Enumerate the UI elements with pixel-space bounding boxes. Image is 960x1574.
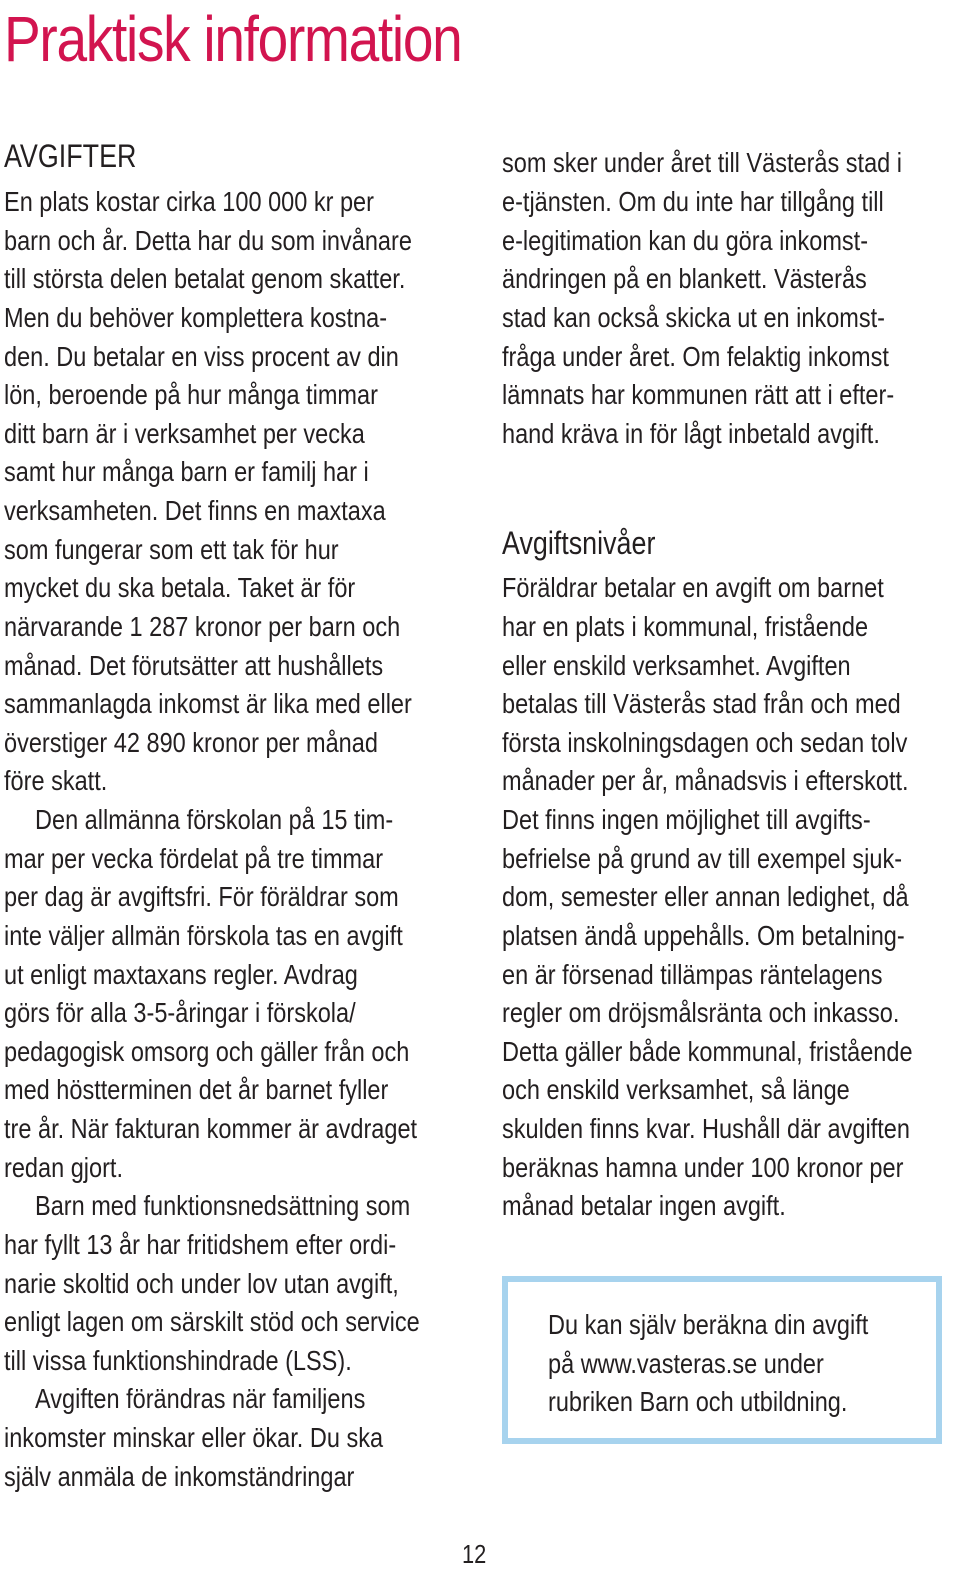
text-line: tre år. När fakturan kommer är avdraget <box>4 1113 418 1144</box>
text-line: Den allmänna förskolan på 15 tim- <box>35 804 394 835</box>
text-line: e-legitimation kan du göra inkomst- <box>502 225 869 256</box>
text-line: befrielse på grund av till exempel sjuk- <box>502 843 903 874</box>
text-line: Men du behöver komplettera kostna- <box>4 302 388 333</box>
text-line: hand kräva in för lågt inbetald avgift. <box>502 418 880 449</box>
text-line: pedagogisk omsorg och gäller från och <box>4 1036 410 1067</box>
text-line: eller enskild verksamhet. Avgiften <box>502 650 851 681</box>
text-line: som fungerar som ett tak för hur <box>4 534 339 565</box>
text-line: e-tjänsten. Om du inte har tillgång till <box>502 186 884 217</box>
text-line: månad betalar ingen avgift. <box>502 1190 786 1221</box>
text-line: samt hur många barn er familj har i <box>4 456 369 487</box>
text-line: stad kan också skicka ut en inkomst- <box>502 302 886 333</box>
text-line: till största delen betalat genom skatter. <box>4 263 406 294</box>
text-line: sammanlagda inkomst är lika med eller <box>4 688 412 719</box>
page-title: Praktisk information <box>4 3 462 75</box>
section-heading-avgiftsnivaer: Avgiftsnivåer <box>502 525 656 561</box>
text-line: dom, semester eller annan ledighet, då <box>502 881 909 912</box>
text-line: mycket du ska betala. Taket är för <box>4 572 356 603</box>
text-line: ut enligt maxtaxans regler. Avdrag <box>4 959 358 990</box>
text-line: har en plats i kommunal, fristående <box>502 611 869 642</box>
text-line: barn och år. Detta har du som invånare <box>4 225 412 256</box>
text-line: månad. Det förutsätter att hushållets <box>4 650 384 681</box>
page-number: 12 <box>462 1539 487 1569</box>
text-line: månader per år, månadsvis i efterskott. <box>502 765 909 796</box>
text-line: narie skoltid och under lov utan avgift, <box>4 1268 399 1299</box>
text-line: en är försenad tillämpas räntelagens <box>502 959 883 990</box>
text-line: görs för alla 3-5-åringar i förskola/ <box>4 997 356 1028</box>
text-line: Det finns ingen möjlighet till avgifts- <box>502 804 871 835</box>
text-line: regler om dröjsmålsränta och inkasso. <box>502 997 900 1028</box>
text-line: den. Du betalar en viss procent av din <box>4 341 399 372</box>
text-line: till vissa funktionshindrade (LSS). <box>4 1345 352 1376</box>
text-line: Detta gäller både kommunal, fristående <box>502 1036 913 1067</box>
text-line: har fyllt 13 år har fritidshem efter ordi- <box>4 1229 397 1260</box>
text-line: första inskolningsdagen och sedan tolv <box>502 727 908 758</box>
info-box-line: på www.vasteras.se under <box>548 1348 824 1379</box>
text-line: lön, beroende på hur många timmar <box>4 379 378 410</box>
section-heading-avgifter: AVGIFTER <box>4 138 137 174</box>
text-line: närvarande 1 287 kronor per barn och <box>4 611 401 642</box>
text-line: överstiger 42 890 kronor per månad <box>4 727 378 758</box>
text-line: fråga under året. Om felaktig inkomst <box>502 341 889 372</box>
text-line: betalas till Västerås stad från och med <box>502 688 901 719</box>
text-line: redan gjort. <box>4 1152 123 1183</box>
text-line: Föräldrar betalar en avgift om barnet <box>502 572 884 603</box>
text-line: enligt lagen om särskilt stöd och service <box>4 1306 420 1337</box>
text-line: inte väljer allmän förskola tas en avgift <box>4 920 403 951</box>
text-line: som sker under året till Västerås stad i <box>502 147 903 178</box>
text-line: med höstterminen det år barnet fyller <box>4 1074 389 1105</box>
text-line: Barn med funktionsnedsättning som <box>35 1190 411 1221</box>
text-line: mar per vecka fördelat på tre timmar <box>4 843 384 874</box>
text-line: Avgiften förändras när familjens <box>35 1383 366 1414</box>
text-line: själv anmäla de inkomständringar <box>4 1461 355 1492</box>
info-box-line: rubriken Barn och utbildning. <box>548 1386 848 1417</box>
text-line: lämnats har kommunen rätt att i efter- <box>502 379 895 410</box>
text-line: och enskild verksamhet, så länge <box>502 1074 850 1105</box>
text-line: per dag är avgiftsfri. För föräldrar som <box>4 881 399 912</box>
text-line: En plats kostar cirka 100 000 kr per <box>4 186 374 217</box>
text-line: före skatt. <box>4 765 108 796</box>
info-box <box>502 1276 942 1444</box>
text-line: inkomster minskar eller ökar. Du ska <box>4 1422 384 1453</box>
info-box-line: Du kan själv beräkna din avgift <box>548 1309 869 1340</box>
text-line: ändringen på en blankett. Västerås <box>502 263 867 294</box>
text-line: verksamheten. Det finns en maxtaxa <box>4 495 386 526</box>
text-line: platsen ändå uppehålls. Om betalning- <box>502 920 905 951</box>
text-line: beräknas hamna under 100 kronor per <box>502 1152 904 1183</box>
text-line: skulden finns kvar. Hushåll där avgiften <box>502 1113 910 1144</box>
text-line: ditt barn är i verksamhet per vecka <box>4 418 365 449</box>
